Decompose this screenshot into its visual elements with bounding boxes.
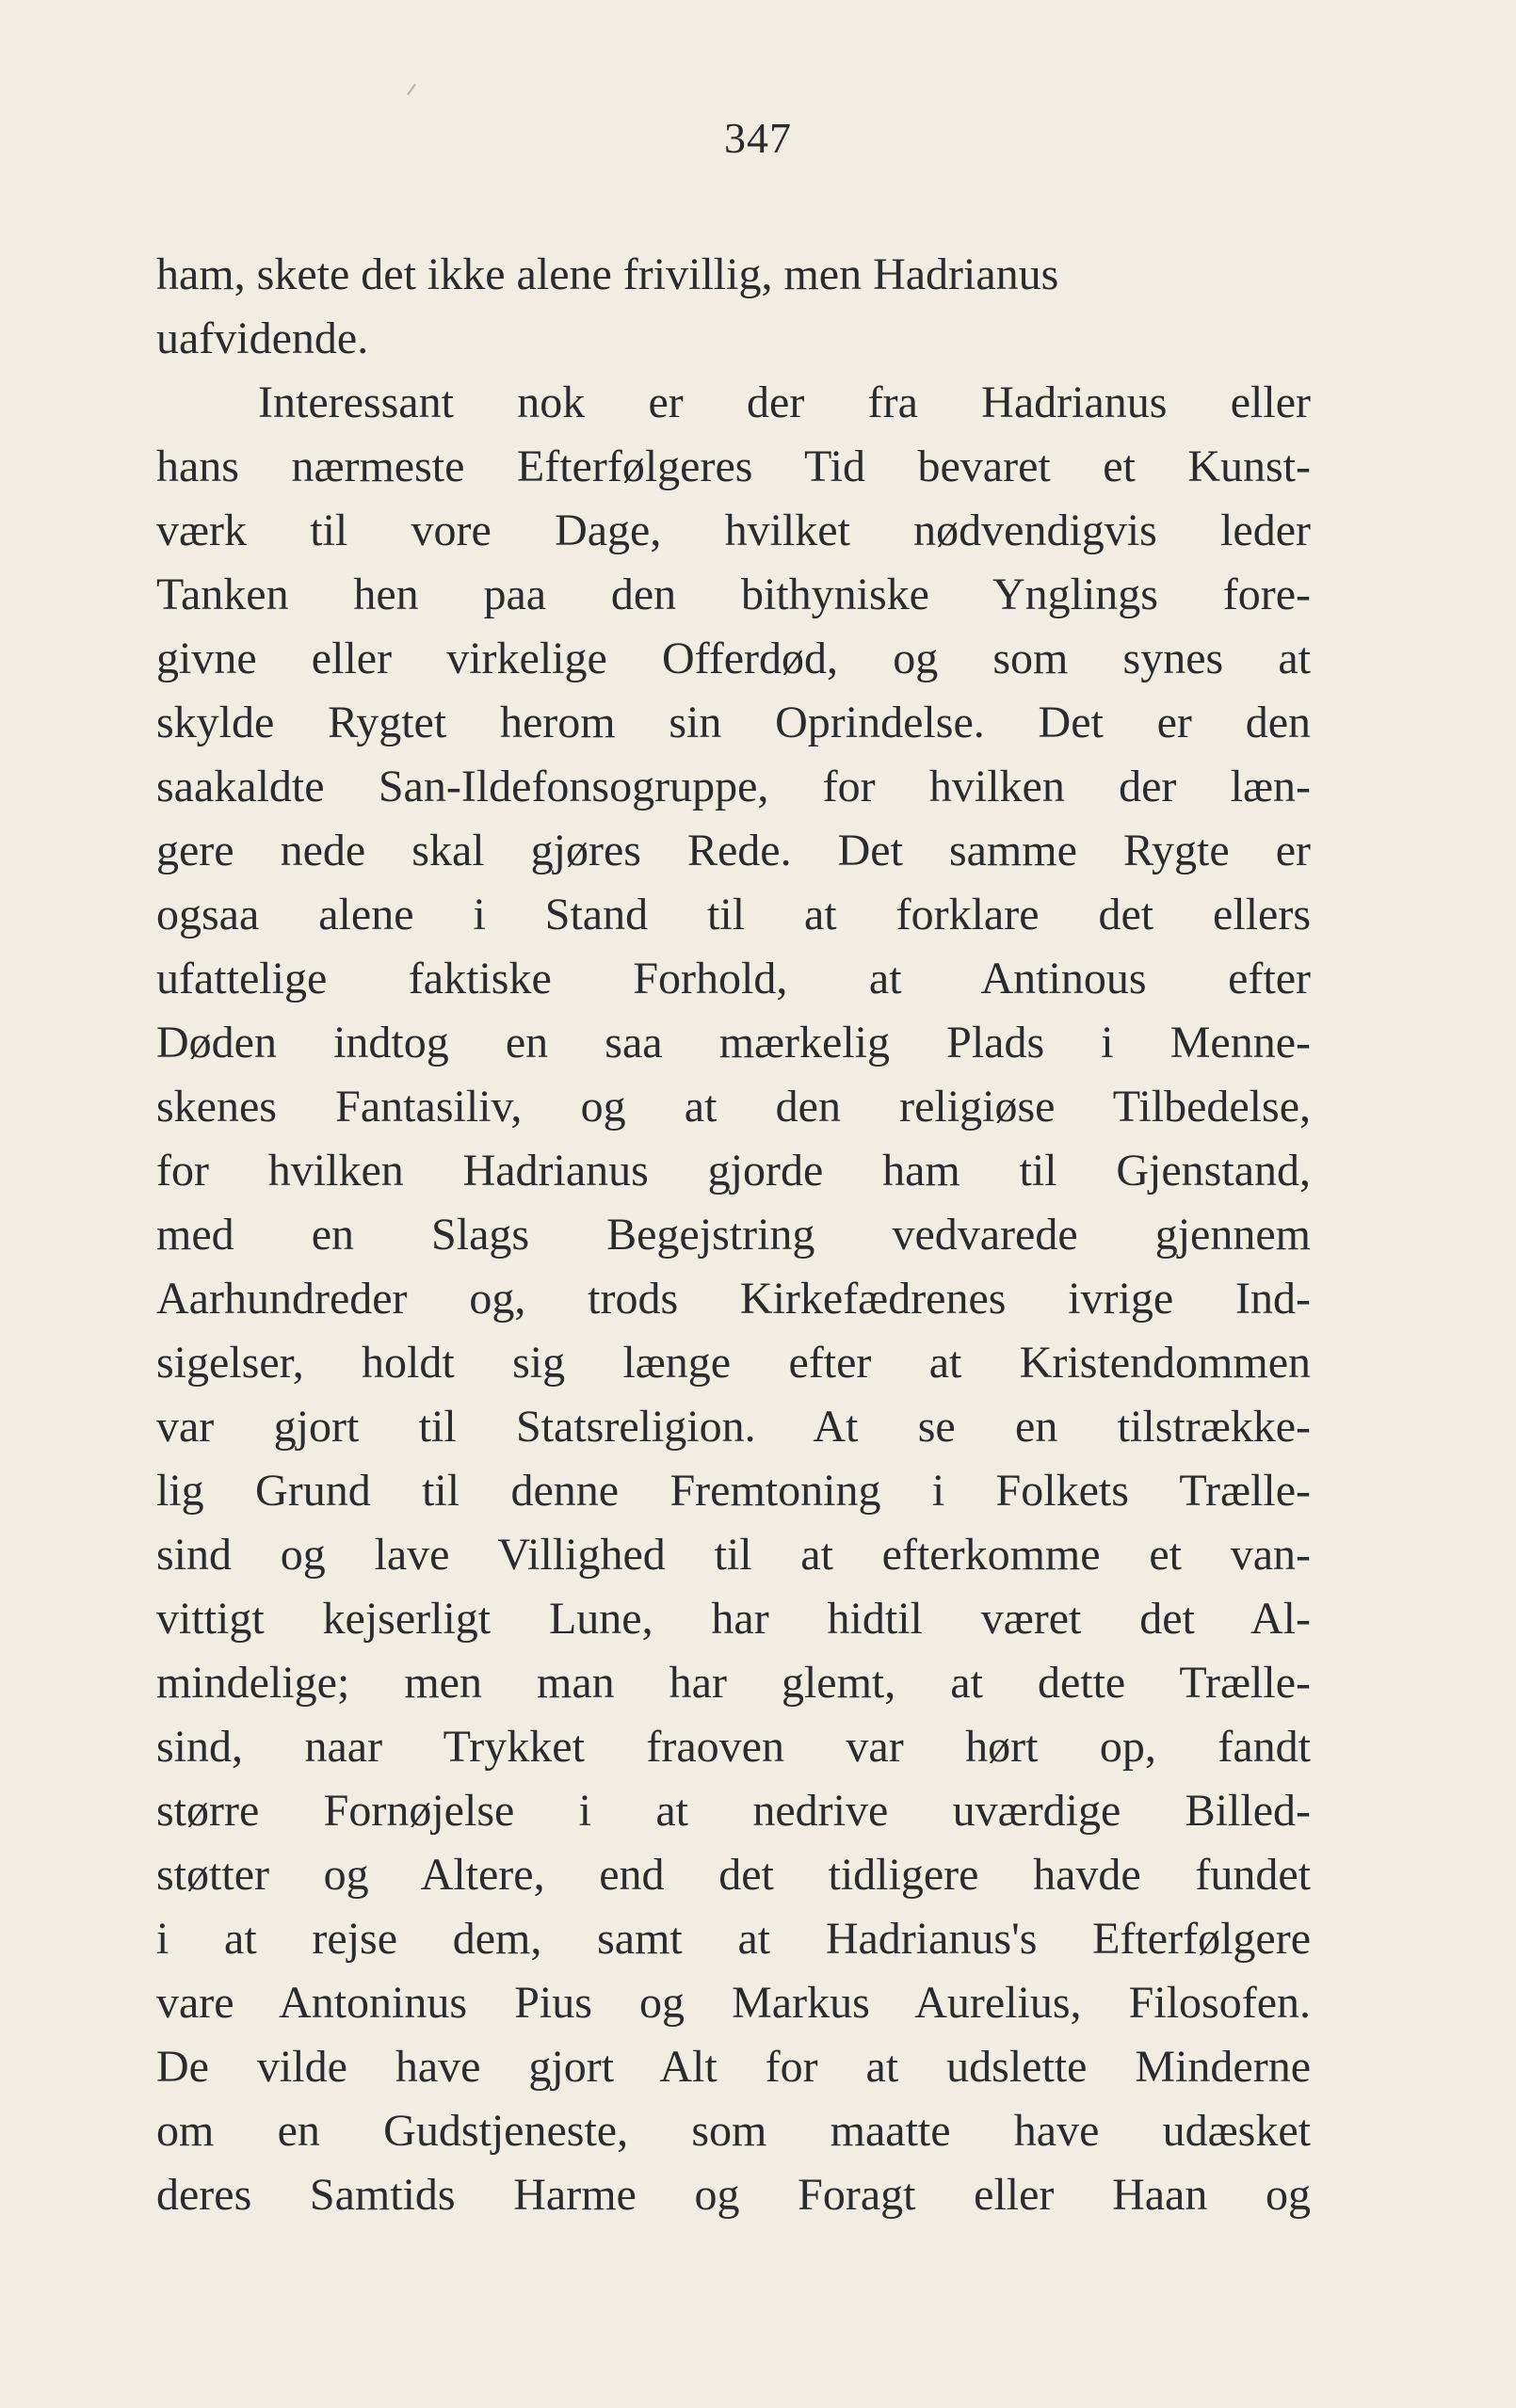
text-line: for hvilken Hadrianus gjorde ham til Gjenstand, [156,1146,1311,1196]
text-line: vittigt kejserligt Lune, har hidtil været det Al- [156,1594,1311,1644]
text-line: saakaldte San-Ildefonsogruppe, for hvilken der læn- [156,762,1311,811]
page-number: 347 [724,114,792,162]
text-line: ham, skete det ikke alene frivillig, men Hadrianus [156,249,1059,299]
text-line: sigelser, holdt sig længe efter at Kristendommen [156,1338,1311,1388]
text-line: uafvidende. [156,313,369,363]
text-line: Aarhundreder og, trods Kirkefædrenes ivrige Ind- [156,1274,1311,1324]
text-line: deres Samtids Harme og Foragt eller Haan og [156,2170,1311,2220]
text-line: hans nærmeste Efterfølgeres Tid bevaret et Kunst- [156,441,1311,491]
text-line: lig Grund til denne Fremtoning i Folkets Trælle- [156,1466,1311,1516]
text-line: ufattelige faktiske Forhold, at Antinous efter [156,954,1311,1003]
text-line: skenes Fantasiliv, og at den religiøse Tilbedelse, [156,1082,1311,1132]
text-line: støtter og Altere, end det tidligere havde fundet [156,1850,1311,1900]
text-line: værk til vore Dage, hvilket nødvendigvis leder [156,506,1311,555]
text-line: sind, naar Trykket fraoven var hørt op, fandt [156,1722,1311,1772]
text-line: givne eller virkelige Offerdød, og som synes at [156,634,1311,683]
text-line: vare Antoninus Pius og Markus Aurelius, Filosofen. [156,1978,1311,2028]
text-line: skylde Rygtet herom sin Oprindelse. Det er den [156,698,1311,747]
text-line: større Fornøjelse i at nedrive uværdige Billed- [156,1786,1311,1836]
text-line: om en Gudstjeneste, som maatte have udæsket [156,2106,1311,2156]
text-line: sind og lave Villighed til at efterkomme et van- [156,1530,1311,1580]
text-line: gere nede skal gjøres Rede. Det samme Rygte er [156,826,1311,875]
text-line: Interessant nok er der fra Hadrianus eller [258,377,1311,427]
text-line: mindelige; men man har glemt, at dette Trælle- [156,1658,1311,1708]
text-line: ogsaa alene i Stand til at forklare det ellers [156,890,1311,939]
text-line: De vilde have gjort Alt for at udslette Minderne [156,2042,1311,2092]
text-line: i at rejse dem, samt at Hadrianus's Efterfølgere [156,1914,1311,1964]
text-line: Døden indtog en saa mærkelig Plads i Menne- [156,1018,1311,1068]
text-line: Tanken hen paa den bithyniske Ynglings fore- [156,570,1311,619]
body-text [156,243,1311,2227]
stray-pencil-mark [407,84,416,96]
text-line: med en Slags Begejstring vedvarede gjennem [156,1210,1311,1260]
text-line: var gjort til Statsreligion. At se en tilstrække- [156,1402,1311,1452]
